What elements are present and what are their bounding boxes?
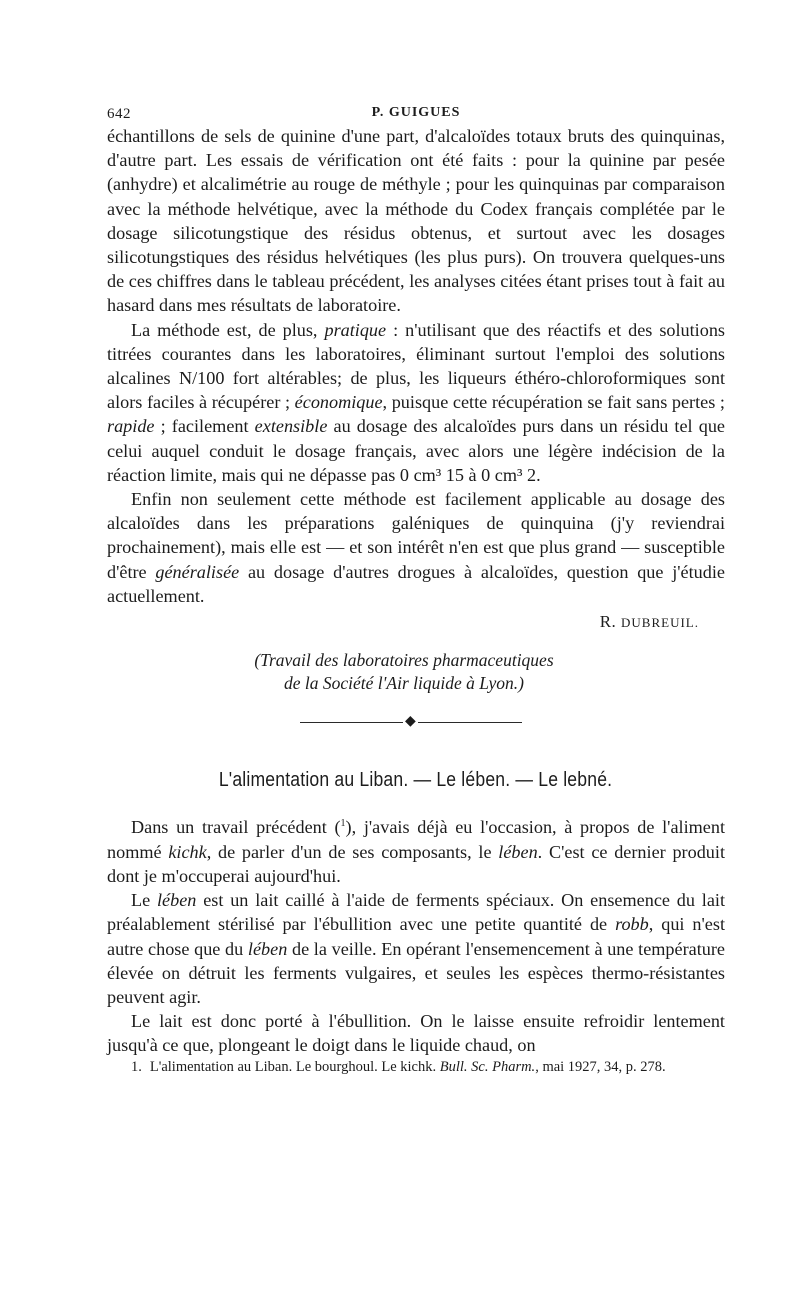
paragraph: Dans un travail précédent ($^1$), j'avais déjà eu l'occasion, à propos de l'aliment nommé kichk, de parler d'un de ses composants, le lében. C'est ce dernier produit dont je m'occuperai aujourd'hui. bbox=[107, 817, 725, 886]
paragraph: La méthode est, de plus, pratique : n'utilisant que des réactifs et des solutions titrées courantes dans les laboratoires, éliminant surtout l'emploi des solutions alcalines N/100 fort altérables; de plus, les liqueurs éthéro-chloroformiques sont alors faciles à récupérer ; économique, puisque cette récupération se fait sans pertes ; rapide ; facilement extensible au dosage des alcaloïdes purs dans un résidu tel que celui auquel conduit le dosage français, avec alors une légère indécision de la réaction limite, mais qui ne dépasse pas 0 cm³ 15 à 0 cm³ 2. bbox=[107, 319, 726, 485]
page bbox=[107, 100, 725, 1077]
section-title: L'alimentation au Liban. — Le lében. — Le lebné. bbox=[219, 769, 613, 792]
running-header bbox=[107, 100, 725, 124]
author-signature: R. DUBREUIL. bbox=[599, 612, 699, 632]
running-title: P. GUIGUES bbox=[371, 105, 461, 120]
paragraph: Enfin non seulement cette méthode est facilement applicable au dosage des alcaloïdes dans les préparations galéniques de quinquina (j'y reviendrai prochainement), mais elle est — et son intérêt n'en est que plus grand — susceptible d'être généralisée au dosage d'autres drogues à alcaloïdes, question que j'étudie actuellement. bbox=[107, 489, 725, 606]
paragraph: échantillons de sels de quinine d'une part, d'alcaloïdes totaux bruts des quinquinas, d'autre part. Les essais de vérification ont été faits : pour la quinine par pesée (anhydre) et alcalimétrie au rouge de méthyle ; pour les quinquinas par comparaison avec la méthode helvétique, avec la méthode du Codex français complétée par le dosage silicotungstique des résidus obtenus, et surtout avec les dosages silicotungstiques des résidus helvétiques (les plus purs). On trouvera quelques-uns de ces chiffres dans le tableau précédent, les analyses citées étant prises tout à fait au hasard dans mes résultats de laboratoire. bbox=[107, 126, 725, 316]
paragraph: Le lében est un lait caillé à l'aide de ferments spéciaux. On ensemence du lait préalablement stérilisé par l'ébullition avec une petite quantité de robb, qui n'est autre chose que du lében de la veille. En opérant l'ensemencement à une température élevée on détruit les ferments vulgaires, et seules les espèces thermo-résistantes peuvent agir. bbox=[107, 890, 725, 1007]
article-body bbox=[107, 124, 725, 1077]
paragraph: Le lait est donc porté à l'ébullition. On le laisse ensuite refroidir lentement jusqu'à ce que, plongeant le doigt dans le liquide chaud, on bbox=[107, 1011, 725, 1056]
source-affiliation: (Travail des laboratoires pharmaceutiques de la Société l'Air liquide à Lyon.) bbox=[254, 650, 554, 694]
page-number: 642 bbox=[107, 106, 131, 122]
footnote: 1. L'alimentation au Liban. Le bourghoul. Le kichk. Bull. Sc. Pharm., mai 1927, 34, p. 278. bbox=[131, 1058, 666, 1075]
divider-ornament-icon: ◆ bbox=[405, 714, 416, 730]
section-divider bbox=[107, 713, 725, 733]
